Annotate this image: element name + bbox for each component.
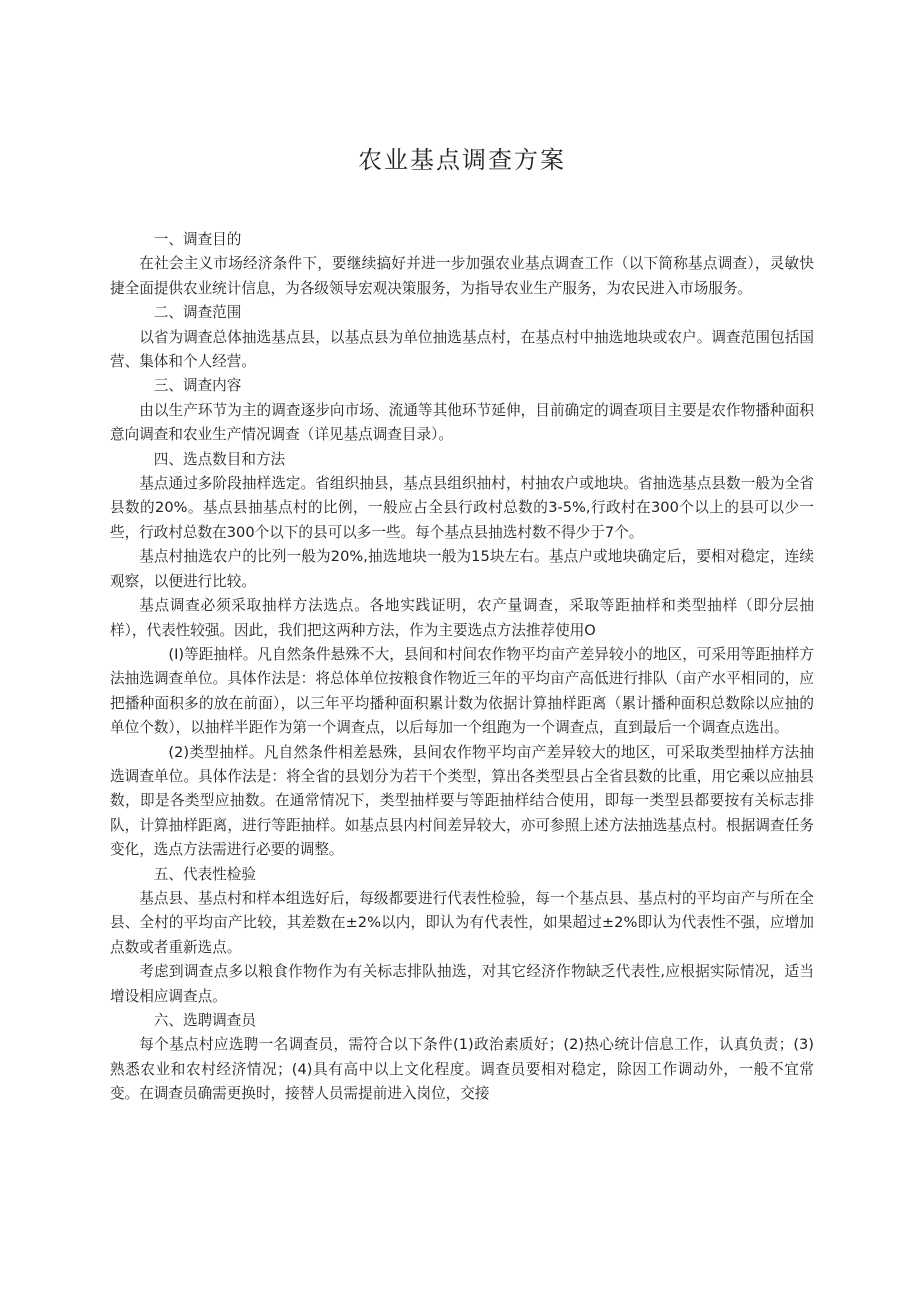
paragraph: 基点调查必须采取抽样方法选点。各地实践证明，农产量调查，采取等距抽样和类型抽样（即分层抽样），代表性较强。因此，我们把这两种方法，作为主要选点方法推荐使用O bbox=[110, 597, 814, 639]
document-title: 农业基点调查方案 bbox=[358, 146, 566, 174]
section-heading: 二、调查范围 bbox=[153, 304, 242, 322]
document-body bbox=[110, 228, 814, 1107]
paragraph: 基点通过多阶段抽样选定。省组织抽县，基点县组织抽村，村抽农户或地块。省抽选基点县数一般为全省县数的20%。基点县抽基点村的比例，一般应占全县行政村总数的3-5%,行政村在300个以上的县可以少一些，行政村总数在300个以下的县可以多一些。每个基点县抽选村数不得少于7个。 bbox=[110, 475, 814, 541]
paragraph: (2)类型抽样。凡自然条件相差悬殊，县间农作物平均亩产差异较大的地区，可采取类型抽样方法抽选调查单位。具体作法是：将全省的县划分为若干个类型，算出各类型县占全省县数的比重，用它乘以应抽县数，即是各类型应抽数。在通常情况下，类型抽样要与等距抽样结合使用，即每一类型县都要按有关标志排队，计算抽样距离，进行等距抽样。如基点县内村间差异较大，亦可参照上述方法抽选基点村。根据调查任务变化，选点方法需进行必要的调整。 bbox=[110, 743, 814, 859]
paragraph: 在社会主义市场经济条件下，要继续搞好并进一步加强农业基点调查工作（以下简称基点调查），灵敏快捷全面提供农业统计信息，为各级领导宏观决策服务，为指导农业生产服务，为农民进入市场服务。 bbox=[110, 255, 814, 297]
section-heading: 四、选点数目和方法 bbox=[153, 450, 286, 468]
paragraph: 以省为调查总体抽选基点县，以基点县为单位抽选基点村，在基点村中抽选地块或农户。调查范围包括国营、集体和个人经营。 bbox=[110, 328, 814, 371]
section-heading: 一、调查目的 bbox=[153, 231, 242, 248]
section-heading: 五、代表性检验 bbox=[153, 865, 256, 883]
paragraph: 基点村抽选农户的比列一般为20%,抽选地块一般为15块左右。基点户或地块确定后，要相对稳定，连续观察，以便进行比较。 bbox=[110, 548, 814, 590]
paragraph: 基点县、基点村和样本组选好后，每级都要进行代表性检验，每一个基点县、基点村的平均亩产与所在全县、全村的平均亩产比较，其差数在±2%以内，即认为有代表性，如果超过±2%即认为代表性不强，应增加点数或者重新选点。 bbox=[110, 889, 814, 956]
section-heading: 六、选聘调查员 bbox=[153, 1012, 256, 1029]
paragraph: 由以生产环节为主的调查逐步向市场、流通等其他环节延伸，目前确定的调查项目主要是农作物播种面积意向调查和农业生产情况调查（详见基点调查目录）。 bbox=[110, 401, 814, 444]
paragraph: (I)等距抽样。凡自然条件悬殊不大，县间和村间农作物平均亩产差异较小的地区，可采用等距抽样方法抽选调查单位。具体作法是：将总体单位按粮食作物近三年的平均亩产高低进行排队（亩产水平相同的，应把播种面积多的放在前面），以三年平均播种面积累计数为依据计算抽样距离（累计播种面积总数除以应抽的单位个数），以抽样半距作为第一个调查点，以后每加一个组跑为一个调查点，直到最后一个调查点选出。 bbox=[110, 645, 814, 737]
section-heading: 三、调查内容 bbox=[153, 377, 242, 395]
paragraph: 考虑到调查点多以粮食作物作为有关标志排队抽选，对其它经济作物缺乏代表性,应根据实际情况，适当增设相应调查点。 bbox=[110, 963, 814, 1005]
paragraph: 每个基点村应选聘一名调查员，需符合以下条件(1)政治素质好；(2)热心统计信息工作，认真负责；(3)熟悉农业和农村经济情况；(4)具有高中以上文化程度。调查员要相对稳定，除因工作调动外，一般不宜常变。在调查员确需更换时，接替人员需提前进入岗位，交接 bbox=[110, 1036, 814, 1103]
